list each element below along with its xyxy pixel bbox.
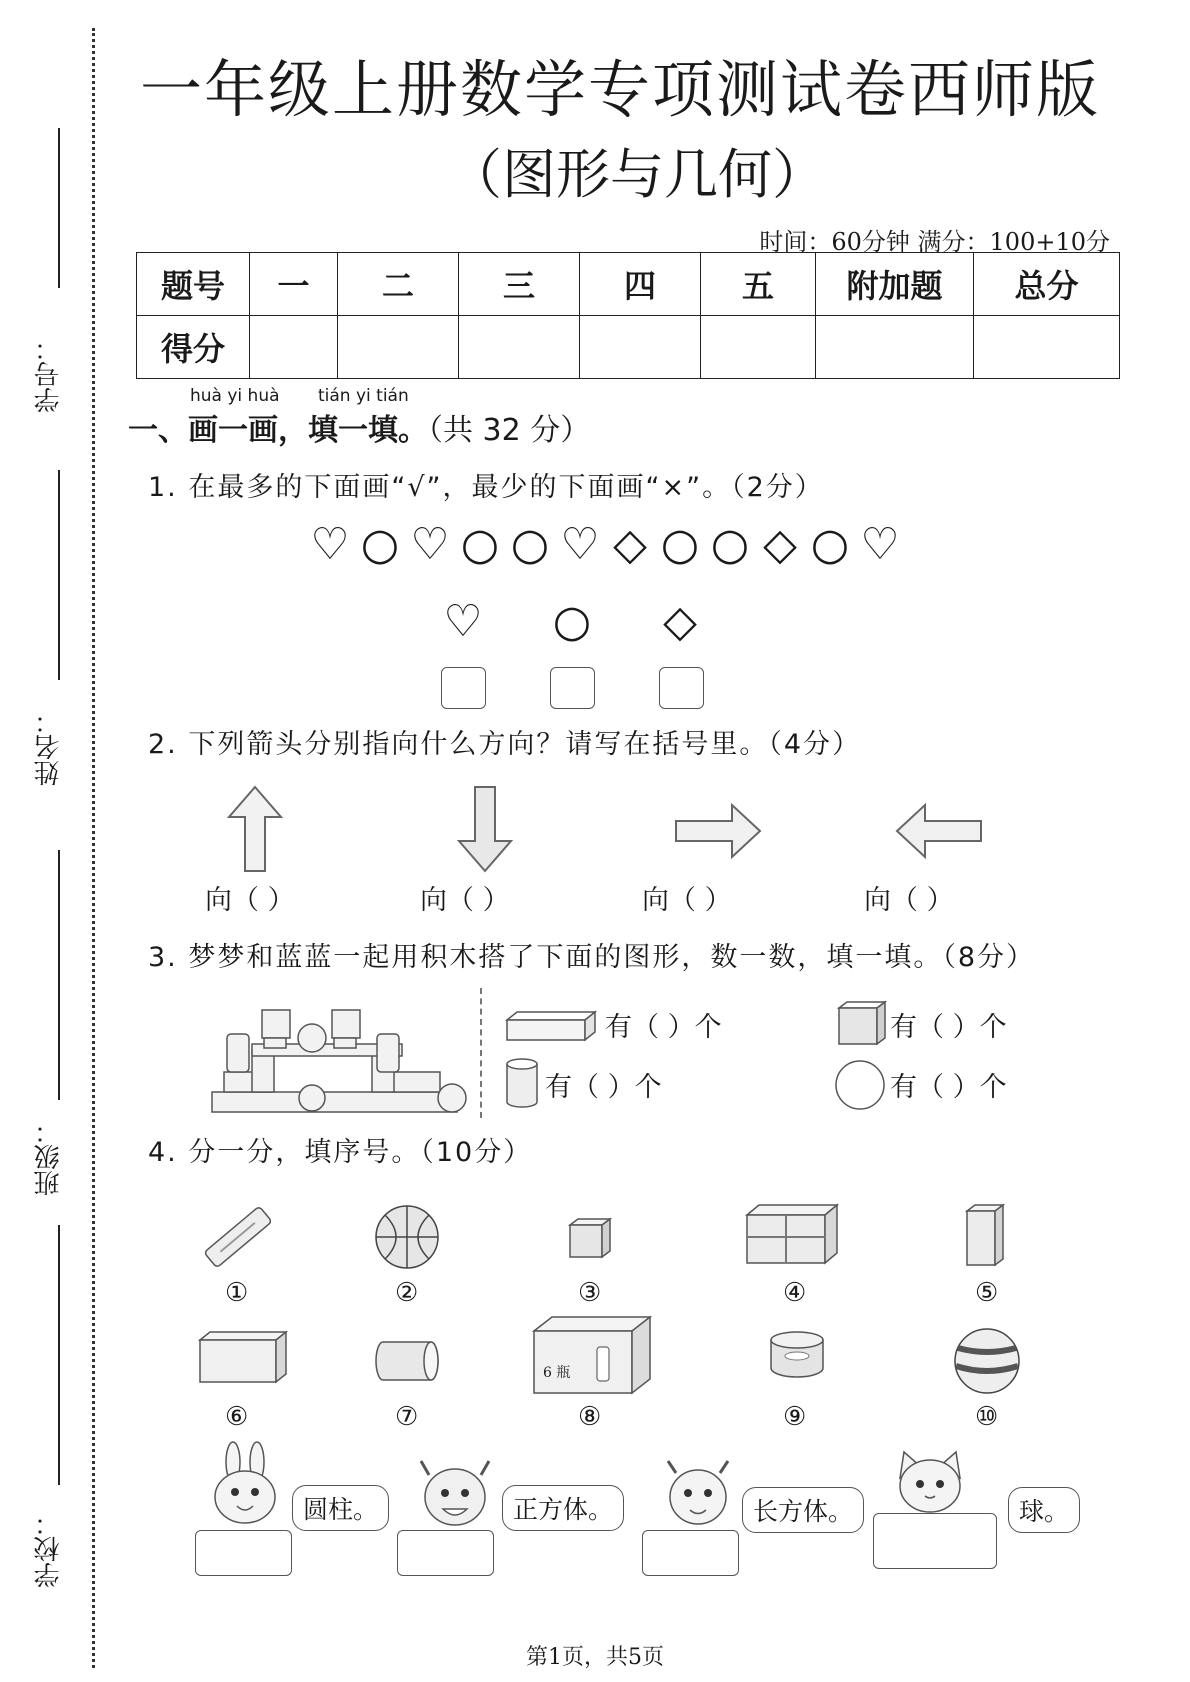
cylinder-icon xyxy=(505,1058,539,1108)
sphere-category-bubble: 球。 xyxy=(1008,1487,1080,1533)
item-6-cuboid-icon xyxy=(198,1330,288,1385)
school-line xyxy=(58,1225,60,1485)
rabbit-icon xyxy=(205,1442,285,1527)
page-title: 一年级上册数学专项测试卷西师版 xyxy=(140,53,1101,126)
school-label: 学校： xyxy=(34,1510,64,1588)
question-1-text: 1. 在最多的下面画“√”，最少的下面画“×”。（2分） xyxy=(148,472,824,503)
circle-icon: ○ xyxy=(552,596,592,647)
left-arrow-icon xyxy=(893,803,985,859)
question-4-text: 4. 分一分，填序号。（10分） xyxy=(148,1137,533,1168)
score-cell[interactable] xyxy=(250,316,338,379)
score-row-label: 得分 xyxy=(137,316,250,379)
item-9-can-icon xyxy=(768,1330,826,1380)
arrow-down-answer[interactable]: 向（ ） xyxy=(420,885,510,916)
score-table xyxy=(136,252,1120,379)
item-3-cube-icon xyxy=(568,1217,613,1259)
arrow-left-answer[interactable]: 向（ ） xyxy=(864,885,954,916)
item-7-cylinder-icon xyxy=(375,1340,441,1382)
q1-shape-row xyxy=(305,520,915,570)
q1-answer-box-circle[interactable] xyxy=(550,667,595,709)
circle-icon: ○ xyxy=(660,519,700,570)
q1-answer-box-heart[interactable] xyxy=(441,667,486,709)
item-4-gift-box-icon xyxy=(745,1203,840,1265)
heart-icon: ♡ xyxy=(410,519,450,570)
cube-icon xyxy=(837,1000,887,1046)
item-7-number: ⑦ xyxy=(395,1402,419,1432)
cuboid-icon xyxy=(505,1010,597,1042)
item-2-basketball-icon xyxy=(373,1203,441,1271)
heart-icon: ♡ xyxy=(310,519,350,570)
score-cell[interactable] xyxy=(338,316,459,379)
score-header-cell: 四 xyxy=(580,253,701,316)
up-arrow-icon xyxy=(225,785,285,875)
time-score-info: 时间：60分钟 满分：100+10分 xyxy=(759,228,1110,256)
page-subtitle: （图形与几何） xyxy=(448,143,826,206)
score-header-cell: 三 xyxy=(459,253,580,316)
arrow-right-answer[interactable]: 向（ ） xyxy=(642,885,732,916)
section-1-points: （共 32 分） xyxy=(428,413,591,448)
question-3-text: 3. 梦梦和蓝蓝一起用积木搭了下面的图形，数一数，填一填。（8分） xyxy=(148,942,1036,973)
question-2-text: 2. 下列箭头分别指向什么方向？请写在括号里。（4分） xyxy=(148,729,862,760)
heart-icon: ♡ xyxy=(860,519,900,570)
circle-icon: ○ xyxy=(360,519,400,570)
q1-choice-diamond xyxy=(655,597,705,647)
score-header-cell: 五 xyxy=(701,253,816,316)
score-cell[interactable] xyxy=(974,316,1120,379)
arrow-up-answer[interactable]: 向（ ） xyxy=(205,885,295,916)
cube-answer-box[interactable] xyxy=(397,1530,494,1576)
sphere-icon xyxy=(833,1058,887,1112)
right-arrow-icon xyxy=(672,803,764,859)
item-6-number: ⑥ xyxy=(225,1402,249,1432)
item-8-number: ⑧ xyxy=(578,1402,602,1432)
circle-icon: ○ xyxy=(460,519,500,570)
class-label: 班级： xyxy=(34,1118,64,1196)
q1-answer-box-diamond[interactable] xyxy=(659,667,704,709)
diamond-icon: ◇ xyxy=(613,519,647,570)
score-header-cell: 一 xyxy=(250,253,338,316)
carton-label: 6 瓶 xyxy=(543,1365,571,1381)
score-cell[interactable] xyxy=(580,316,701,379)
item-4-number: ④ xyxy=(783,1278,807,1308)
score-table-score-row xyxy=(137,316,1120,379)
cuboid-count-answer[interactable]: 有（ ）个 xyxy=(605,1012,722,1043)
score-header-cell: 附加题 xyxy=(816,253,974,316)
item-10-ball-icon xyxy=(952,1326,1022,1396)
page-footer: 第1页，共5页 xyxy=(526,1645,664,1670)
sphere-count-answer[interactable]: 有（ ）个 xyxy=(890,1072,1007,1103)
circle-icon: ○ xyxy=(810,519,850,570)
item-2-number: ② xyxy=(395,1278,419,1308)
goat-icon xyxy=(415,1455,495,1530)
diamond-icon: ◇ xyxy=(763,519,797,570)
circle-icon: ○ xyxy=(710,519,750,570)
score-header-cell: 题号 xyxy=(137,253,250,316)
q1-choice-heart xyxy=(438,597,488,647)
item-5-number: ⑤ xyxy=(975,1278,999,1308)
cuboid-answer-box[interactable] xyxy=(642,1530,739,1576)
class-line xyxy=(58,850,60,1100)
block-building-figure xyxy=(212,990,472,1115)
score-header-cell: 二 xyxy=(338,253,459,316)
circle-icon: ○ xyxy=(510,519,550,570)
sheep-icon xyxy=(658,1455,738,1530)
item-1-number: ① xyxy=(225,1278,249,1308)
score-cell[interactable] xyxy=(701,316,816,379)
score-header-cell: 总分 xyxy=(974,253,1120,316)
binding-dashed-line xyxy=(92,28,95,1668)
item-1-stick-icon xyxy=(200,1205,275,1270)
q3-divider xyxy=(480,988,482,1118)
score-cell[interactable] xyxy=(459,316,580,379)
item-5-tall-cuboid-icon xyxy=(965,1203,1005,1267)
name-line xyxy=(58,470,60,680)
pinyin-tianyitian: tián yi tián xyxy=(318,386,409,406)
cylinder-count-answer[interactable]: 有（ ）个 xyxy=(545,1072,662,1103)
section-1-title xyxy=(128,405,590,449)
section-1-title-text: 一、画一画，填一填。 xyxy=(128,413,428,448)
cube-count-answer[interactable]: 有（ ）个 xyxy=(890,1012,1007,1043)
sphere-answer-box[interactable] xyxy=(873,1513,997,1569)
q1-choice-circle xyxy=(547,597,597,647)
name-label: 姓名： xyxy=(34,708,64,786)
item-10-number: ⑩ xyxy=(975,1402,999,1432)
item-9-number: ⑨ xyxy=(783,1402,807,1432)
cube-category-bubble: 正方体。 xyxy=(502,1485,624,1531)
cat-icon xyxy=(890,1448,970,1516)
heart-icon: ♡ xyxy=(560,519,600,570)
pinyin-huayihua: huà yi huà xyxy=(190,386,280,406)
diamond-icon: ◇ xyxy=(663,596,697,647)
score-table-header-row xyxy=(137,253,1120,316)
student-id-line xyxy=(58,128,60,288)
cuboid-category-bubble: 长方体。 xyxy=(742,1487,864,1533)
down-arrow-icon xyxy=(455,785,515,875)
score-cell[interactable] xyxy=(816,316,974,379)
item-8-carton-box-icon xyxy=(532,1315,652,1395)
student-id-label: 学号： xyxy=(34,335,64,413)
heart-icon: ♡ xyxy=(443,596,483,647)
item-3-number: ③ xyxy=(578,1278,602,1308)
cylinder-category-bubble: 圆柱。 xyxy=(292,1485,389,1531)
cylinder-answer-box[interactable] xyxy=(195,1530,292,1576)
